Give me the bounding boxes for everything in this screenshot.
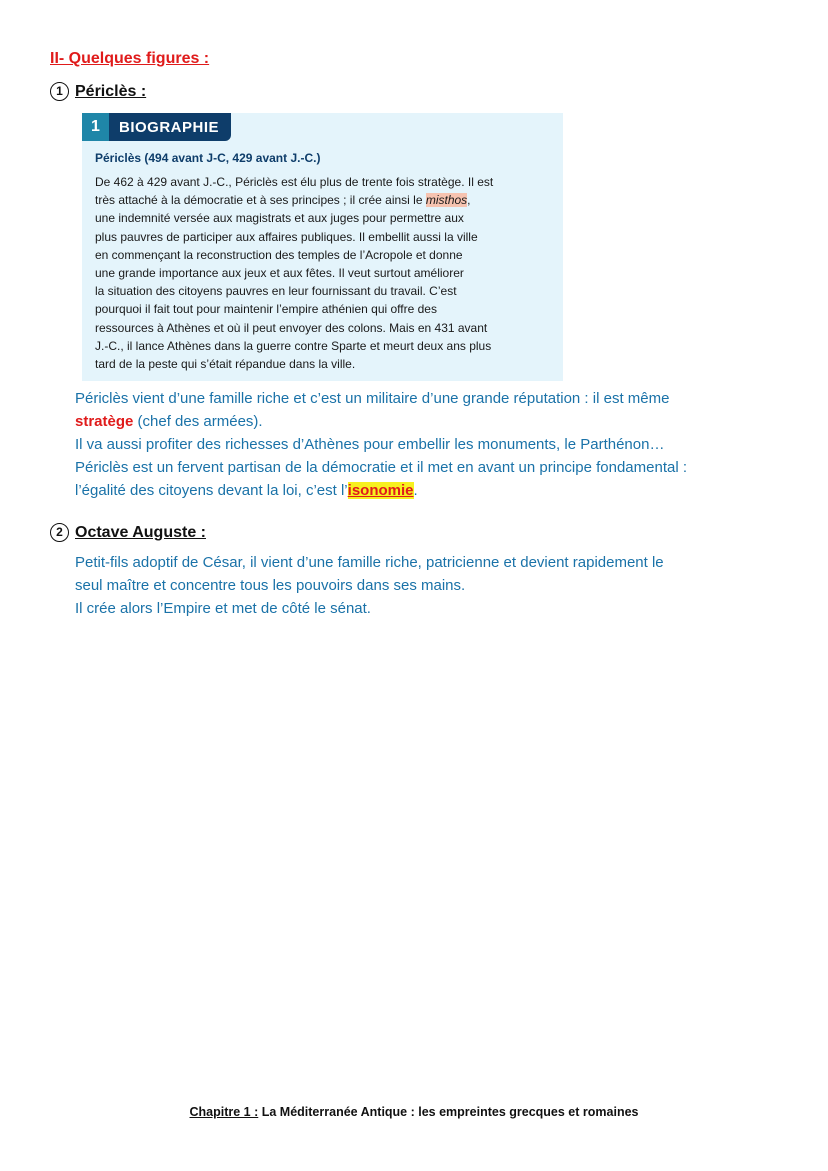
circled-number-1: 1 (50, 82, 69, 101)
biography-text (95, 173, 557, 373)
octave-title: Octave Auguste : (75, 523, 206, 541)
biography-label: BIOGRAPHIE (109, 113, 231, 141)
biography-name: Périclès (494 avant J-C, 429 avant J.-C.) (95, 151, 321, 165)
octave-heading (50, 523, 206, 542)
pericles-notes (75, 387, 795, 502)
pericles-title: Périclès : (75, 82, 147, 100)
note-line: Il va aussi profiter des richesses d’Athènes pour embellir les monuments, le Parthénon… (75, 436, 665, 453)
note-line: Périclès vient d’une famille riche et c’est un militaire d’une grande réputation : il est même (75, 390, 670, 407)
bio-line: pourquoi il fait tout pour maintenir l’empire athénien qui offre des (95, 302, 437, 317)
bio-line (95, 191, 557, 209)
bio-line-part: , (467, 193, 471, 208)
page-footer (0, 1105, 828, 1119)
bio-line: tard de la peste qui s’était répandue dans la ville. (95, 357, 356, 372)
bio-line: J.-C., il lance Athènes dans la guerre contre Sparte et meurt deux ans plus (95, 338, 492, 353)
bio-line: plus pauvres de participer aux affaires publiques. Il embellit aussi la ville (95, 229, 478, 244)
note-line: Il crée alors l’Empire et met de côté le sénat. (75, 600, 371, 617)
footer-chapter-title: La Méditerranée Antique : les empreintes grecques et romaines (258, 1105, 639, 1119)
footer-chapter-label: Chapitre 1 : (189, 1105, 259, 1119)
biography-tab (82, 113, 231, 141)
bio-line: une indemnité versée aux magistrats et aux juges pour permettre aux (95, 211, 464, 226)
note-line (75, 479, 795, 502)
bio-line: une grande importance aux jeux et aux fêtes. Il veut surtout améliorer (95, 266, 464, 281)
note-line: Périclès est un fervent partisan de la démocratie et il met en avant un principe fondamental : (75, 459, 688, 476)
note-line-part: . (413, 482, 418, 499)
bio-line: ressources à Athènes et où il peut envoyer des colons. Mais en 431 avant (95, 320, 488, 335)
section-heading: II- Quelques figures : (50, 50, 210, 67)
misthos-highlight: misthos (425, 193, 468, 208)
biography-number: 1 (82, 113, 109, 141)
bio-line: en commençant la reconstruction des temples de l’Acropole et donne (95, 247, 463, 262)
note-line-part: l’égalité des citoyens devant la loi, c’est l’ (75, 482, 348, 499)
note-line (75, 410, 795, 433)
keyword-isonomie: isonomie (347, 482, 414, 499)
pericles-heading (50, 82, 146, 101)
note-line: seul maître et concentre tous les pouvoirs dans ses mains. (75, 577, 466, 594)
biography-box (82, 113, 563, 381)
octave-notes (75, 551, 795, 620)
note-line: Petit-fils adoptif de César, il vient d’une famille riche, patricienne et devient rapidement le (75, 554, 664, 571)
circled-number-2: 2 (50, 523, 69, 542)
keyword-stratege: stratège (75, 413, 134, 430)
bio-line: De 462 à 429 avant J.-C., Périclès est élu plus de trente fois stratège. Il est (95, 175, 494, 189)
note-line-part: (chef des armées). (133, 413, 263, 430)
bio-line: la situation des citoyens pauvres en leur fournissant du travail. C’est (95, 284, 457, 299)
bio-line-part: très attaché à la démocratie et à ses principes ; il crée ainsi le (95, 193, 426, 208)
